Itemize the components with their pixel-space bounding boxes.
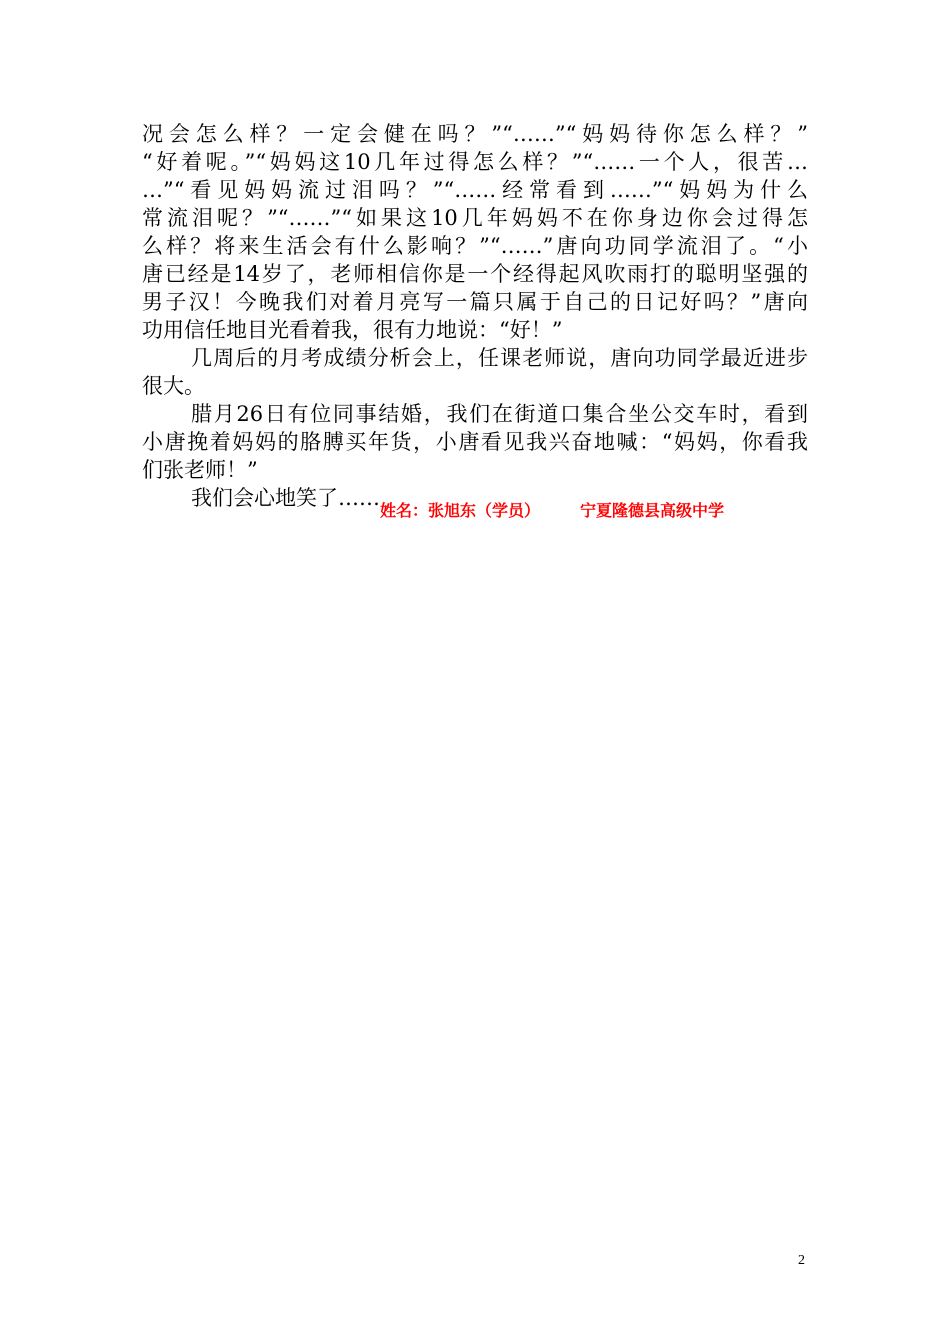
text-line: 唐已经是14岁了，老师相信你是一个经得起风吹雨打的聪明坚强的 — [142, 262, 808, 286]
text-line: 我们会心地笑了…… — [191, 486, 380, 510]
text-line: 常流泪呢？”“……”“如果这10几年妈妈不在你身边你会过得怎 — [142, 206, 808, 230]
school-name: 宁夏隆德县高级中学 — [580, 501, 725, 520]
body-text — [142, 120, 808, 512]
text-line: 很大。 — [142, 374, 205, 398]
author-name: 姓名：张旭东（学员） — [380, 501, 541, 520]
text-line: 男子汉！今晚我们对着月亮写一篇只属于自己的日记好吗？”唐向 — [142, 290, 808, 314]
text-line: 么样？将来生活会有什么影响？”“……”唐向功同学流泪了。“小 — [142, 234, 808, 258]
text-line: 小唐挽着妈妈的胳膊买年货，小唐看见我兴奋地喊：“妈妈，你看我 — [142, 430, 808, 454]
text-line: 功用信任地目光看着我，很有力地说：“好！” — [142, 318, 563, 342]
page-number: 2 — [798, 1253, 805, 1268]
author-signature — [380, 499, 800, 523]
text-line: 况会怎么样？一定会健在吗？”“……”“妈妈待你怎么样？” — [142, 122, 808, 146]
text-line: “好着呢。”“妈妈这10几年过得怎么样？”“……一个人，很苦… — [142, 150, 808, 174]
text-line: …”“看见妈妈流过泪吗？”“……经常看到……”“妈妈为什么 — [142, 178, 808, 202]
text-line: 们张老师！” — [142, 458, 258, 482]
text-line: 腊月26日有位同事结婚，我们在街道口集合坐公交车时，看到 — [191, 402, 808, 426]
text-line: 几周后的月考成绩分析会上，任课老师说，唐向功同学最近进步 — [191, 346, 808, 370]
